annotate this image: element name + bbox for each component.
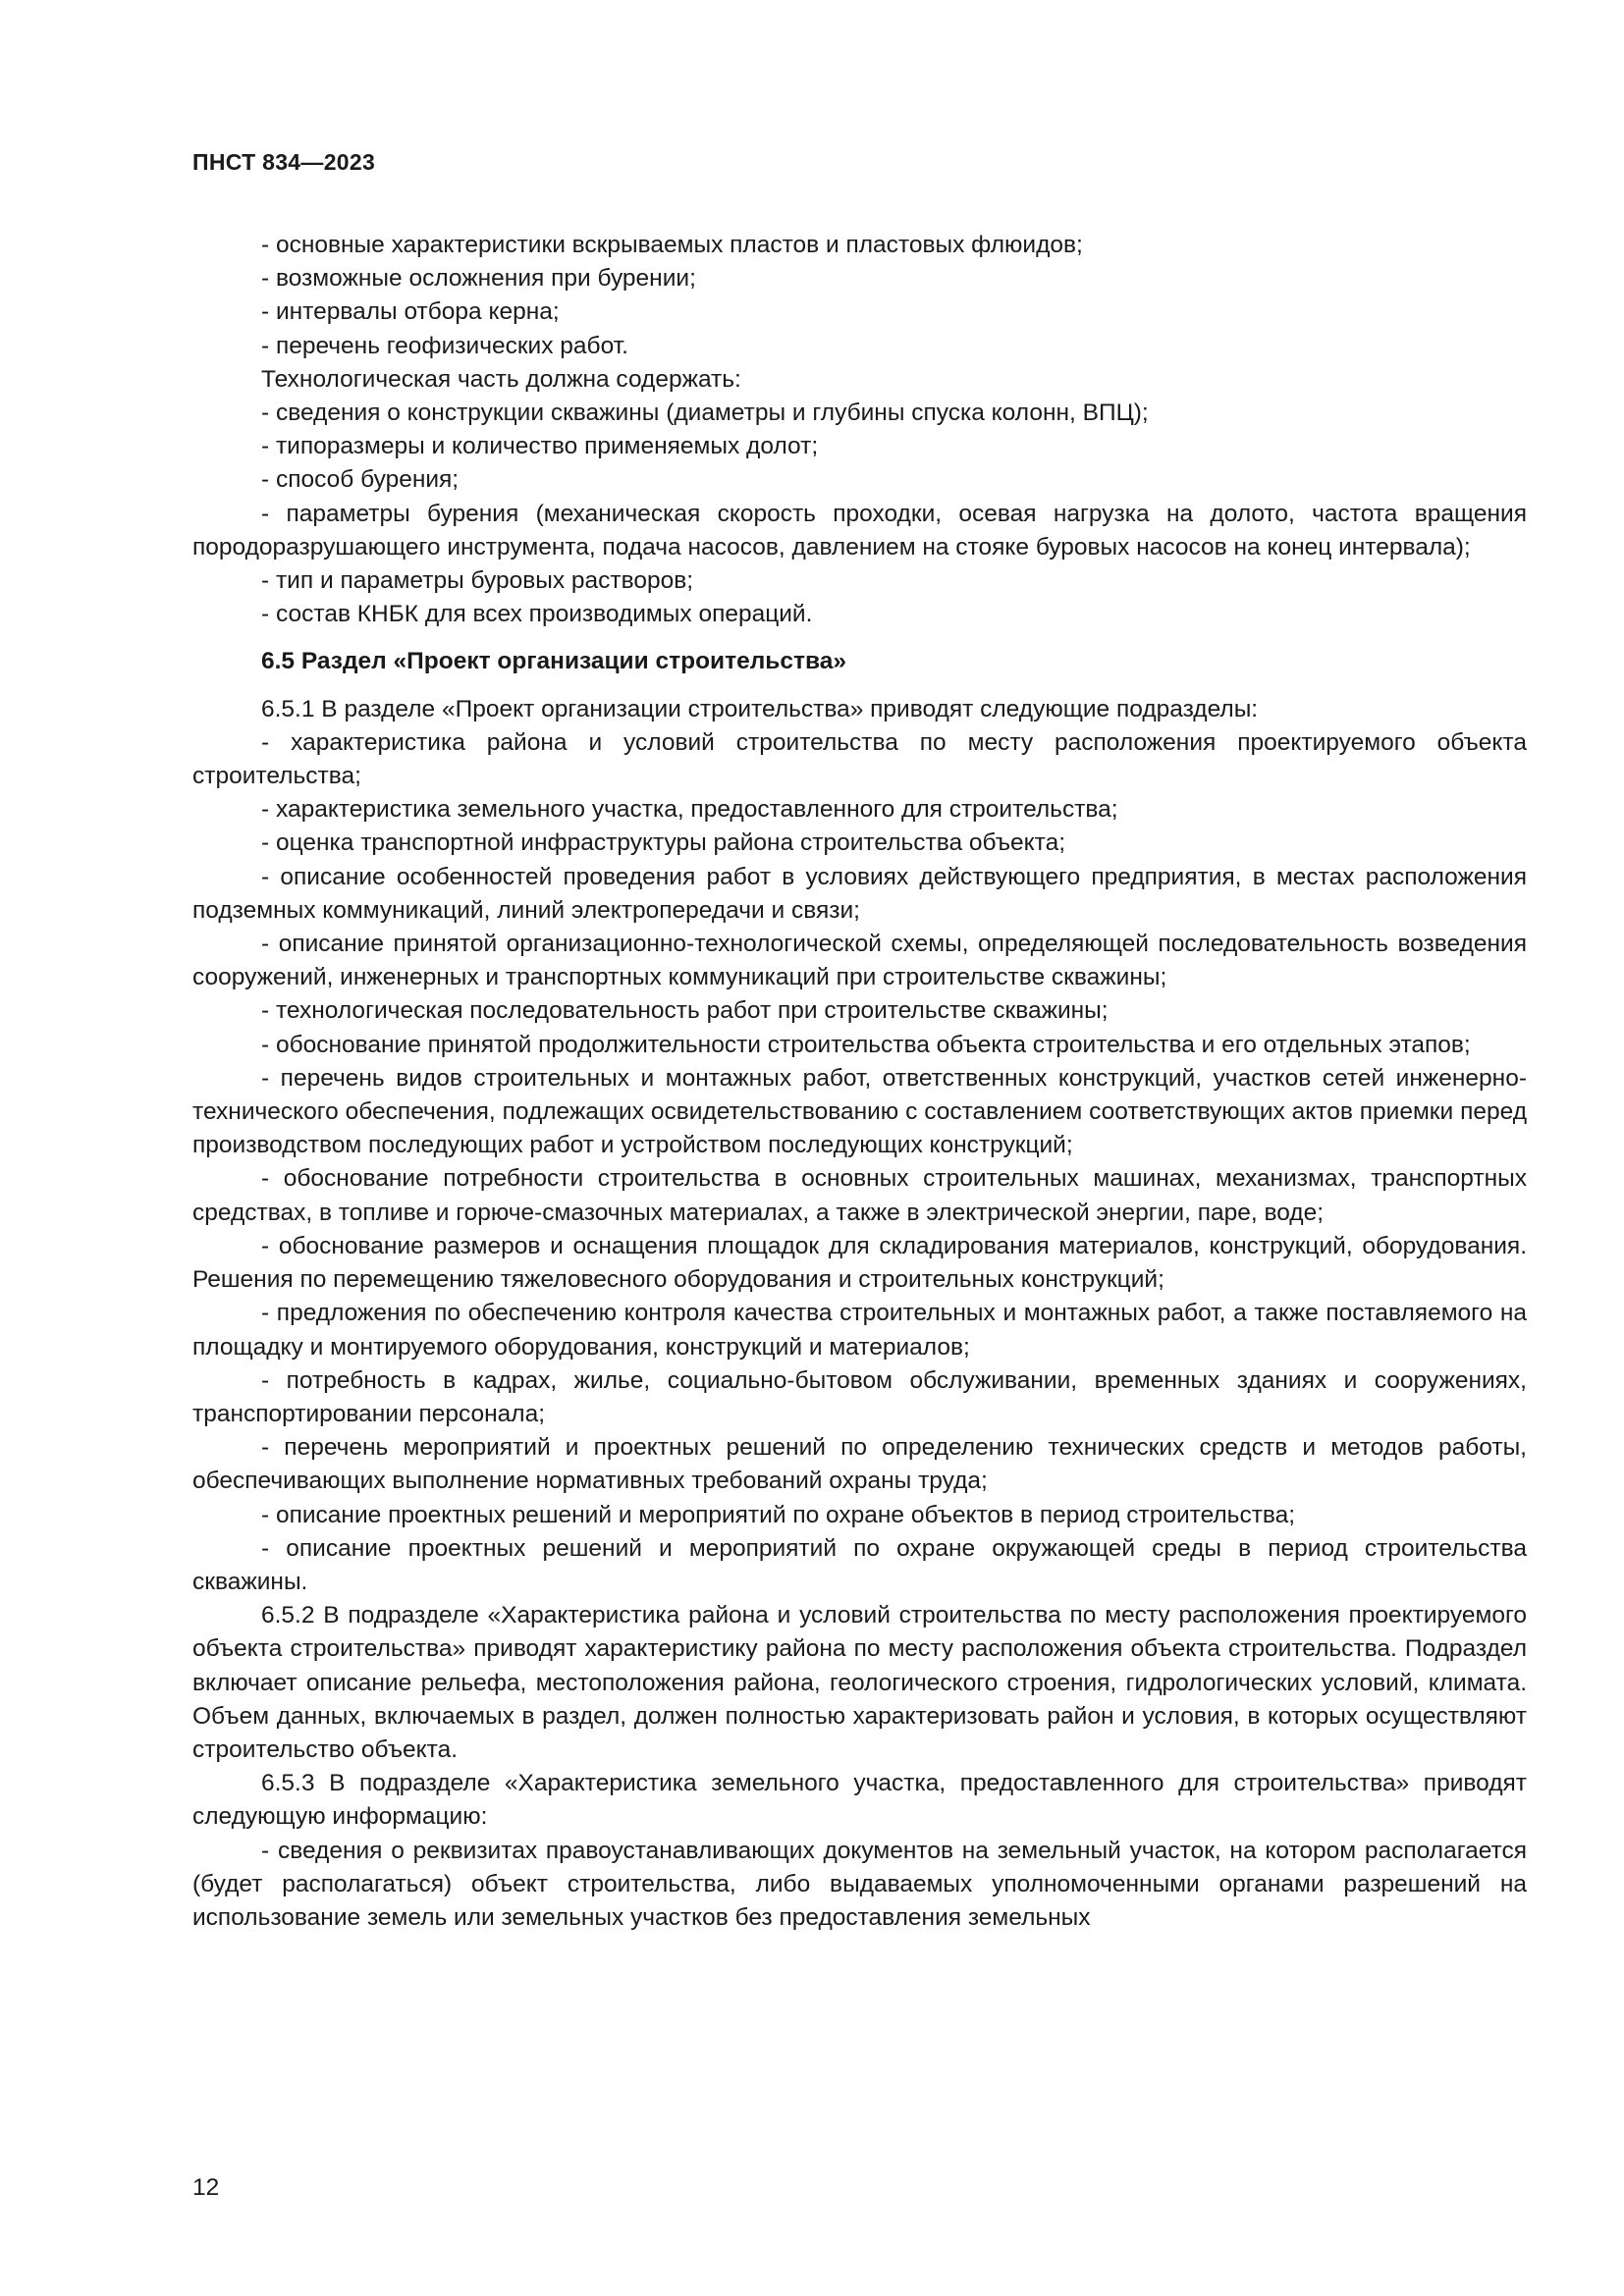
paragraph: - обоснование размеров и оснащения площадок для складирования материалов, конструкций, оборудования. Решения по перемещению тяжеловесного оборудования и строительных конструкций; [192, 1232, 1527, 1294]
paragraph: - тип и параметры буровых растворов; [261, 567, 694, 595]
paragraph: - основные характеристики вскрываемых пластов и пластовых флюидов; [261, 232, 1083, 258]
section-heading: 6.5 Раздел «Проект организации строительства» [261, 648, 846, 675]
paragraph: - параметры бурения (механическая скорость проходки, осевая нагрузка на долото, частота вращения породоразрушающего инструмента, подача насосов, давлением на стояке буровых насосов на конец интервала); [192, 500, 1527, 561]
paragraph: - характеристика района и условий строительства по месту расположения проектируемого объекта строительства; [192, 728, 1527, 790]
paragraph: - интервалы отбора керна; [261, 298, 560, 326]
paragraph: - перечень видов строительных и монтажных работ, ответственных конструкций, участков сетей инженерно-технического обеспечения, подлежащих освидетельствованию с составлением соответствующих актов приемки перед производством последующих работ и устройством последующих конструкций; [192, 1064, 1527, 1159]
standard-header: ПНСТ 834—2023 [192, 149, 376, 175]
document-body [192, 229, 1527, 1935]
paragraph: 6.5.2 В подразделе «Характеристика района и условий строительства по месту расположения проектируемого объекта строительства» приводят характеристику района по месту расположения объекта строительства. Подраздел включает описание рельефа, местоположения района, геологического строения, гидрологических условий, климата. Объем данных, включаемых в раздел, должен полностью характеризовать район и условия, в которых осуществляют строительство объекта. [192, 1602, 1527, 1763]
paragraph: Технологическая часть должна содержать: [261, 365, 741, 393]
paragraph: - обоснование потребности строительства в основных строительных машинах, механизмах, транспортных средствах, в топливе и горюче-смазочных материалах, а также в электрической энергии, паре, воде; [192, 1165, 1527, 1226]
paragraph: - описание принятой организационно-технологической схемы, определяющей последовательность возведения сооружений, инженерных и транспортных коммуникаций при строительстве скважины; [192, 931, 1527, 991]
paragraph: - сведения о конструкции скважины (диаметры и глубины спуска колонн, ВПЦ); [261, 400, 1149, 427]
paragraph: - перечень геофизических работ. [261, 332, 628, 359]
paragraph: - типоразмеры и количество применяемых долот; [261, 433, 819, 460]
paragraph: - состав КНБК для всех производимых операций. [261, 601, 813, 628]
paragraph: - сведения о реквизитах правоустанавливающих документов на земельный участок, на котором располагается (будет располагаться) объект строительства, либо выдаваемых уполномоченными органами разрешений на использование земель или земельных участков без предоставления земельных [192, 1837, 1527, 1931]
page-number: 12 [192, 2174, 220, 2201]
paragraph: - описание проектных решений и мероприятий по охране окружающей среды в период строительства скважины. [192, 1534, 1527, 1595]
paragraph: - перечень мероприятий и проектных решений по определению технических средств и методов работы, обеспечивающих выполнение нормативных требований охраны труда; [192, 1434, 1527, 1495]
paragraph: - обоснование принятой продолжительности строительства объекта строительства и его отдельных этапов; [261, 1031, 1471, 1058]
paragraph: 6.5.1 В разделе «Проект организации строительства» приводят следующие подразделы: [261, 695, 1259, 722]
paragraph: - предложения по обеспечению контроля качества строительных и монтажных работ, а также поставляемого на площадку и монтируемого оборудования, конструкций и материалов; [192, 1300, 1527, 1361]
paragraph: - возможные осложнения при бурении; [261, 265, 696, 293]
paragraph: - способ бурения; [261, 466, 460, 494]
paragraph: - потребность в кадрах, жилье, социально-бытовом обслуживании, временных зданиях и сооружениях, транспортировании персонала; [192, 1366, 1527, 1427]
paragraph: - характеристика земельного участка, предоставленного для строительства; [261, 796, 1118, 824]
paragraph: - описание особенностей проведения работ в условиях действующего предприятия, в местах расположения подземных коммуникаций, линий электропередачи и связи; [192, 863, 1527, 924]
paragraph: - технологическая последовательность работ при строительстве скважины; [261, 997, 1109, 1025]
paragraph: - описание проектных решений и мероприятий по охране объектов в период строительства; [261, 1501, 1296, 1528]
paragraph: 6.5.3 В подразделе «Характеристика земельного участка, предоставленного для строительства» приводят следующую информацию: [192, 1770, 1527, 1831]
paragraph: - оценка транспортной инфраструктуры района строительства объекта; [261, 829, 1066, 857]
